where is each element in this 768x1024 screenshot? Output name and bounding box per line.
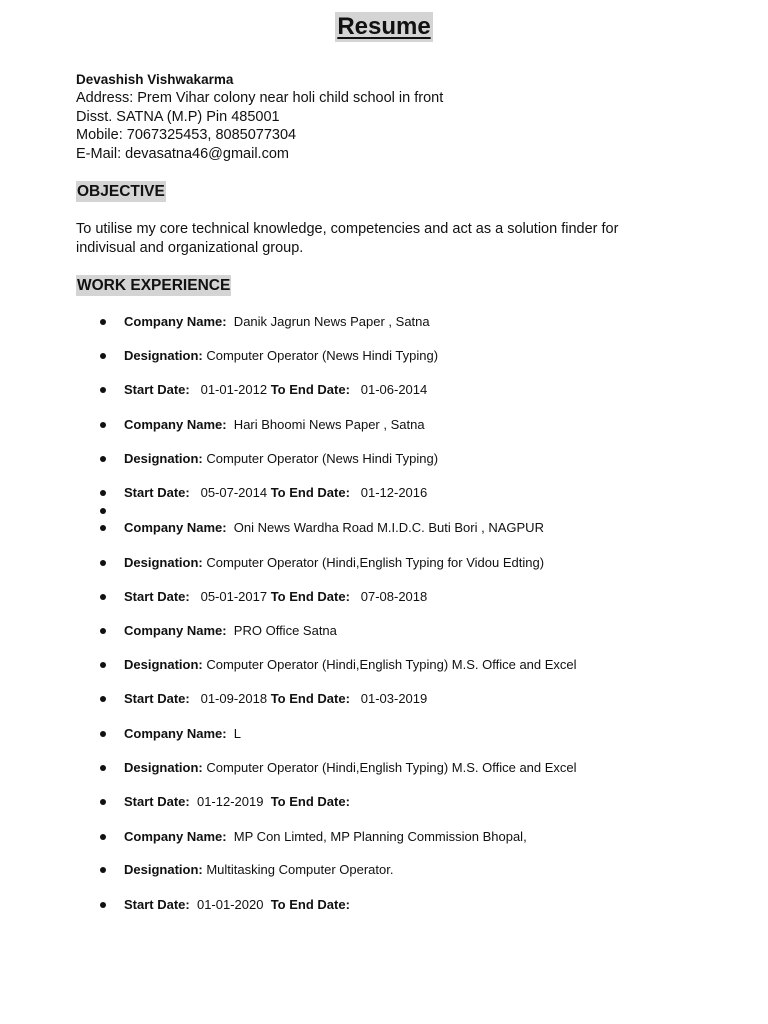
item-label: Company Name:	[124, 829, 227, 844]
item-label: Designation:	[124, 862, 203, 877]
bullet-icon	[100, 508, 106, 514]
list-item-text	[124, 690, 427, 708]
item-label: Company Name:	[124, 520, 227, 535]
item-label: Company Name:	[124, 314, 227, 329]
email-line: E-Mail: devasatna46@gmail.com	[76, 145, 289, 162]
item-value: Danik Jagrun News Paper , Satna	[226, 314, 430, 329]
item-value: PRO Office Satna	[226, 623, 337, 638]
item-value: Multitasking Computer Operator.	[202, 862, 394, 877]
item-label: Start Date:	[124, 485, 190, 500]
list-item-text	[124, 622, 337, 640]
list-item-text	[124, 759, 577, 777]
bullet-icon	[100, 387, 106, 393]
item-label: Company Name:	[124, 623, 227, 638]
item-value: Computer Operator (News Hindi Typing)	[202, 451, 439, 466]
list-item-text	[124, 554, 544, 572]
bullet-icon	[100, 902, 106, 908]
bullet-icon	[100, 319, 106, 325]
bullet-icon	[100, 731, 106, 737]
bullet-icon	[100, 662, 106, 668]
item-label: Designation:	[124, 657, 203, 672]
item-value-2: 01-06-2014	[349, 382, 428, 397]
item-value-2: 07-08-2018	[349, 589, 428, 604]
list-item-text	[124, 519, 544, 537]
list-item-text	[124, 828, 527, 846]
item-label-2: To End Date:	[270, 589, 350, 604]
item-value: 01-09-2018	[189, 691, 271, 706]
item-value: L	[226, 726, 242, 741]
item-label: Start Date:	[124, 897, 190, 912]
list-item-text	[124, 861, 393, 879]
bullet-icon	[100, 696, 106, 702]
item-label: Start Date:	[124, 382, 190, 397]
bullet-icon	[100, 422, 106, 428]
item-label: Designation:	[124, 760, 203, 775]
title-wrap	[0, 12, 768, 42]
item-value: Computer Operator (News Hindi Typing)	[202, 348, 439, 363]
item-value: 01-12-2019	[189, 794, 271, 809]
item-label: Start Date:	[124, 589, 190, 604]
bullet-icon	[100, 353, 106, 359]
work-experience-heading: WORK EXPERIENCE	[77, 277, 231, 294]
item-value: 05-07-2014	[189, 485, 271, 500]
bullet-icon	[100, 456, 106, 462]
item-value: Computer Operator (Hindi,English Typing) M.S. Office and Excel	[202, 760, 577, 775]
address-line: Address: Prem Vihar colony near holi child school in front	[76, 90, 444, 107]
item-value-2: 01-12-2016	[349, 485, 428, 500]
item-label-2: To End Date:	[270, 691, 350, 706]
bullet-icon	[100, 834, 106, 840]
item-value: MP Con Limted, MP Planning Commission Bhopal,	[226, 829, 527, 844]
item-value-2: 01-03-2019	[349, 691, 428, 706]
mobile-line: Mobile: 7067325453, 8085077304	[76, 127, 297, 144]
list-item-text	[124, 656, 577, 674]
item-value: 01-01-2012	[189, 382, 271, 397]
item-label: Start Date:	[124, 794, 190, 809]
list-item-text	[124, 725, 241, 743]
item-value: 05-01-2017	[189, 589, 271, 604]
item-label: Start Date:	[124, 691, 190, 706]
item-value: Computer Operator (Hindi,English Typing for Vidou Edting)	[202, 555, 545, 570]
objective-text: To utilise my core technical knowledge, competencies and act as a solution finder for indivisual and organizational group.	[76, 221, 619, 256]
item-label: Company Name:	[124, 726, 227, 741]
bullet-icon	[100, 628, 106, 634]
list-item-text	[124, 450, 438, 468]
bullet-icon	[100, 799, 106, 805]
list-item-text	[124, 381, 427, 399]
person-name: Devashish Vishwakarma	[76, 72, 234, 87]
bullet-icon	[100, 525, 106, 531]
item-value: Hari Bhoomi News Paper , Satna	[226, 417, 425, 432]
bullet-icon	[100, 560, 106, 566]
item-value: Computer Operator (Hindi,English Typing) M.S. Office and Excel	[202, 657, 577, 672]
list-item-text	[124, 313, 430, 331]
list-item-text	[124, 416, 425, 434]
item-label-2: To End Date:	[270, 794, 350, 809]
bullet-icon	[100, 867, 106, 873]
item-label: Company Name:	[124, 417, 227, 432]
bullet-icon	[100, 594, 106, 600]
item-label: Designation:	[124, 348, 203, 363]
item-label-2: To End Date:	[270, 382, 350, 397]
list-item-text	[124, 484, 427, 502]
page-title: Resume	[337, 13, 431, 40]
list-item-text	[124, 588, 427, 606]
contact-block	[76, 71, 443, 163]
objective-heading: OBJECTIVE	[77, 183, 165, 200]
item-value: 01-01-2020	[189, 897, 271, 912]
bullet-icon	[100, 765, 106, 771]
item-label-2: To End Date:	[270, 485, 350, 500]
list-item-text	[124, 896, 350, 914]
item-label: Designation:	[124, 555, 203, 570]
item-value: Oni News Wardha Road M.I.D.C. Buti Bori , NAGPUR	[226, 520, 544, 535]
item-label: Designation:	[124, 451, 203, 466]
list-item-text	[124, 793, 350, 811]
district-line: Disst. SATNA (M.P) Pin 485001	[76, 108, 280, 125]
list-item-text	[124, 347, 438, 365]
item-label-2: To End Date:	[270, 897, 350, 912]
bullet-icon	[100, 490, 106, 496]
